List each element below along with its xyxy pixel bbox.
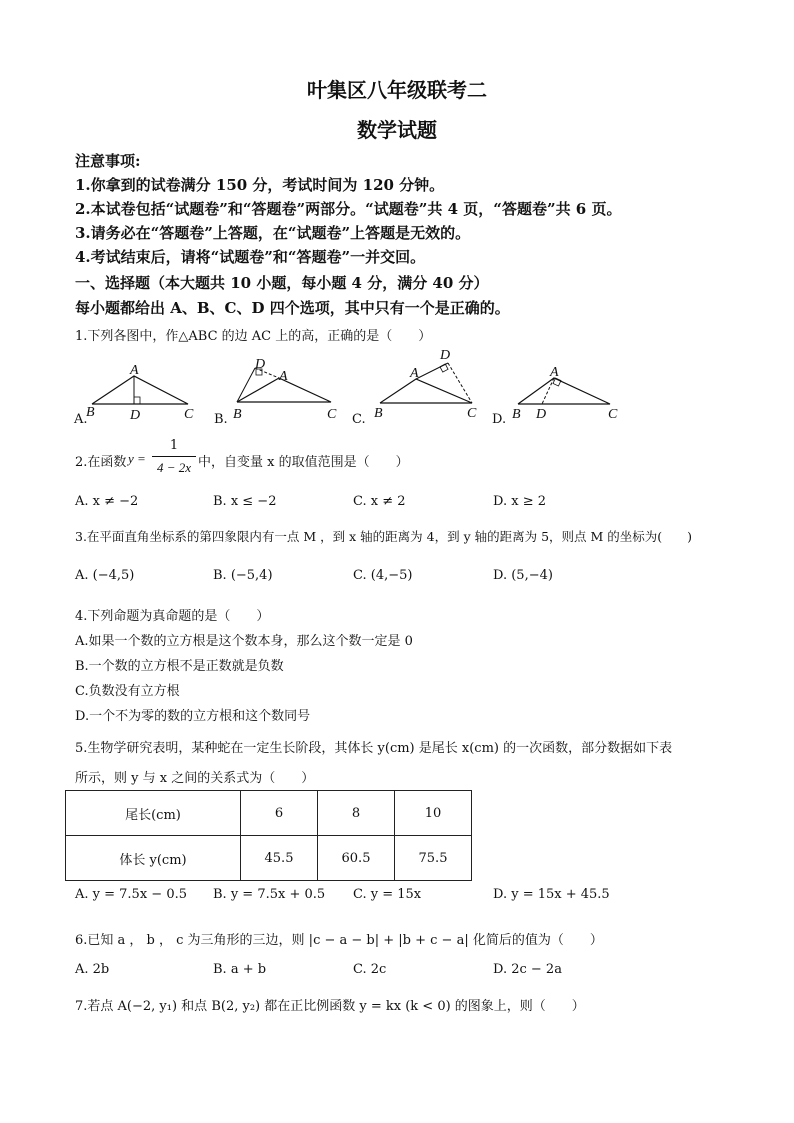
q6-option-a: A. 2b <box>75 962 110 977</box>
table-cell: 8 <box>318 791 395 836</box>
q1-option-a-label: A. <box>74 412 88 427</box>
q4-option-b: B.一个数的立方根不是正数就是负数 <box>75 659 284 674</box>
table-cell: 75.5 <box>395 836 472 881</box>
vertex-c-label: C <box>467 406 477 421</box>
question-7-stem: 7.若点 A(−2, y₁) 和点 B(2, y₂) 都在正比例函数 y = kx (k < 0) 的图象上，则（ ） <box>75 999 585 1014</box>
table-row-header: 尾长(cm) <box>66 791 241 836</box>
vertex-d-label: D <box>536 407 547 422</box>
q1-figure-c <box>368 345 488 422</box>
question-5-stem-line1: 5.生物学研究表明，某种蛇在一定生长阶段，其体长 y(cm) 是尾长 x(cm) 的一次函数，部分数据如下表 <box>75 741 673 756</box>
q3-option-b: B. (−5,4) <box>213 568 273 583</box>
note-item: 3.请务必在“答题卷”上答题，在“试题卷”上答题是无效的。 <box>75 224 471 242</box>
table-row <box>66 836 472 881</box>
q6-option-d: D. 2c − 2a <box>493 962 562 977</box>
vertex-b-label: B <box>374 406 383 421</box>
q5-option-d: D. y = 15x + 45.5 <box>493 887 610 902</box>
question-5-stem-line2: 所示，则 y 与 x 之间的关系式为（ ） <box>75 771 315 786</box>
q3-option-c: C. (4,−5) <box>353 568 413 583</box>
q1-figure-d <box>506 360 624 422</box>
table-cell: 6 <box>241 791 318 836</box>
vertex-a-label: A <box>130 363 139 378</box>
q5-option-c: C. y = 15x <box>353 887 422 902</box>
note-item: 2.本试卷包括“试题卷”和“答题卷”两部分。“试题卷”共 4 页，“答题卷”共 6 页。 <box>75 200 622 218</box>
section-instruction: 每小题都给出 A、B、C、D 四个选项，其中只有一个是正确的。 <box>75 299 510 317</box>
q2-numerator: 1 <box>169 438 179 453</box>
table-cell: 60.5 <box>318 836 395 881</box>
vertex-a-label: A <box>550 365 559 380</box>
q1-option-c-label: C. <box>352 412 366 427</box>
question-4-stem: 4.下列命题为真命题的是（ ） <box>75 609 270 624</box>
q2-fraction-bar <box>152 456 196 457</box>
page-title: 叶集区八年级联考二 <box>307 78 487 102</box>
table-row-header: 体长 y(cm) <box>66 836 241 881</box>
q1-option-b-label: B. <box>214 412 228 427</box>
q2-denominator: 4 − 2x <box>156 460 192 475</box>
q5-data-table <box>65 790 472 881</box>
question-3-stem: 3.在平面直角坐标系的第四象限内有一点 M ，到 x 轴的距离为 4，到 y 轴的距离为 5，则点 M 的坐标为( ) <box>75 529 693 544</box>
vertex-c-label: C <box>184 407 194 422</box>
q4-option-a: A.如果一个数的立方根是这个数本身，那么这个数一定是 0 <box>75 634 413 649</box>
q3-option-a: A. (−4,5) <box>75 568 135 583</box>
q1-figure-a <box>84 360 204 422</box>
q2-function-y: y = <box>128 451 146 466</box>
q4-option-d: D.一个不为零的数的立方根和这个数同号 <box>75 709 311 724</box>
question-1-stem: 1.下列各图中，作△ABC 的边 AC 上的高，正确的是（ ） <box>75 329 432 344</box>
q2-option-b: B. x ≤ −2 <box>213 494 277 509</box>
q6-option-c: C. 2c <box>353 962 387 977</box>
table-row <box>66 791 472 836</box>
vertex-d-label: D <box>130 408 141 422</box>
vertex-b-label: B <box>512 407 521 422</box>
vertex-d-label: D <box>255 357 266 372</box>
table-cell: 10 <box>395 791 472 836</box>
page-subtitle: 数学试题 <box>357 118 437 142</box>
vertex-d-label: D <box>440 348 451 363</box>
notes-heading: 注意事项: <box>75 152 141 170</box>
note-item: 1.你拿到的试卷满分 150 分，考试时间为 120 分钟。 <box>75 176 445 194</box>
table-cell: 45.5 <box>241 836 318 881</box>
q3-option-d: D. (5,−4) <box>493 568 553 583</box>
question-2-stem-post: 中，自变量 x 的取值范围是（ ） <box>198 455 409 470</box>
q6-option-b: B. a + b <box>213 962 267 977</box>
q4-option-c: C.负数没有立方根 <box>75 684 180 699</box>
vertex-c-label: C <box>608 407 618 422</box>
q2-option-a: A. x ≠ −2 <box>75 494 139 509</box>
question-2-stem-pre: 2.在函数 <box>75 455 127 470</box>
q5-option-a: A. y = 7.5x − 0.5 <box>75 887 187 902</box>
q1-option-d-label: D. <box>492 412 507 427</box>
vertex-a-label: A <box>410 366 419 381</box>
vertex-b-label: B <box>233 407 242 422</box>
vertex-a-label: A <box>279 369 288 384</box>
q2-option-c: C. x ≠ 2 <box>353 494 406 509</box>
question-6-stem: 6.已知 a ， b ， c 为三角形的三边，则 |c − a − b| + |b + c − a| 化简后的值为（ ） <box>75 933 603 948</box>
note-item: 4.考试结束后，请将“试题卷”和“答题卷”一并交回。 <box>75 248 426 266</box>
section-heading: 一、选择题（本大题共 10 小题，每小题 4 分，满分 40 分） <box>75 274 489 292</box>
q2-option-d: D. x ≥ 2 <box>493 494 546 509</box>
vertex-c-label: C <box>327 407 337 422</box>
q5-option-b: B. y = 7.5x + 0.5 <box>213 887 326 902</box>
vertex-b-label: B <box>86 405 95 420</box>
q1-figure-b <box>225 352 345 422</box>
